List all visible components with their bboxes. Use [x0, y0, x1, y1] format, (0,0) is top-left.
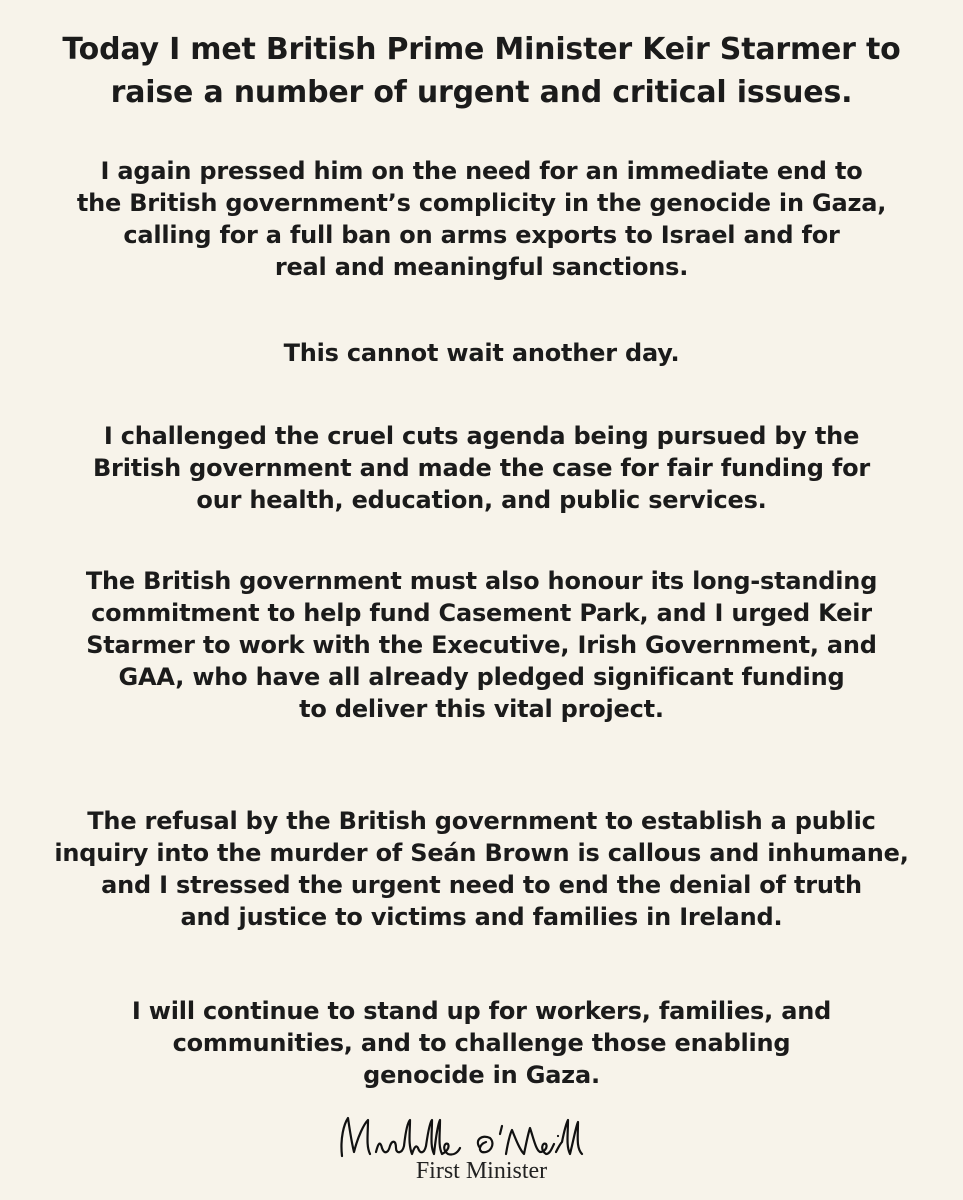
paragraph-line: I again pressed him on the need for an immediate end to: [100, 157, 863, 185]
paragraph-line: the British government’s complicity in the genocide in Gaza,: [76, 189, 887, 217]
paragraph-line: communities, and to challenge those enabling: [172, 1029, 791, 1057]
paragraph-line: real and meaningful sanctions.: [274, 253, 689, 281]
paragraph-line: genocide in Gaza.: [363, 1061, 600, 1089]
signature-caption: First Minister: [415, 1158, 548, 1184]
paragraph-gaza: [0, 155, 963, 283]
paragraph-line: This cannot wait another day.: [283, 339, 680, 367]
paragraph-line: inquiry into the murder of Seán Brown is callous and inhumane,: [54, 839, 909, 867]
paragraph-line: Starmer to work with the Executive, Irish Government, and: [86, 631, 877, 659]
paragraph-line: our health, education, and public services.: [196, 486, 767, 514]
paragraph-line: British government and made the case for fair funding for: [92, 454, 871, 482]
paragraph-line: GAA, who have all already pledged significant funding: [118, 663, 845, 691]
paragraph-casement-park: [0, 565, 963, 725]
paragraph-line: The refusal by the British government to establish a public: [87, 807, 876, 835]
paragraph-closing: [0, 995, 963, 1091]
paragraph-cuts: [0, 420, 963, 516]
statement-title: [0, 28, 963, 114]
title-line: raise a number of urgent and critical issues.: [110, 75, 853, 110]
paragraph-line: commitment to help fund Casement Park, and I urged Keir: [91, 599, 872, 627]
paragraph-line: and I stressed the urgent need to end the denial of truth: [101, 871, 862, 899]
paragraph-sean-brown: [0, 805, 963, 933]
title-line: Today I met British Prime Minister Keir Starmer to: [62, 32, 901, 67]
paragraph-line: I will continue to stand up for workers, families, and: [131, 997, 832, 1025]
paragraph-line: and justice to victims and families in Ireland.: [180, 903, 783, 931]
paragraph-line: calling for a full ban on arms exports to Israel and for: [123, 221, 840, 249]
paragraph-line: The British government must also honour its long-standing: [85, 567, 878, 595]
paragraph-line: to deliver this vital project.: [299, 695, 664, 723]
paragraph-urgency: [0, 337, 963, 369]
paragraph-line: I challenged the cruel cuts agenda being pursued by the: [103, 422, 860, 450]
